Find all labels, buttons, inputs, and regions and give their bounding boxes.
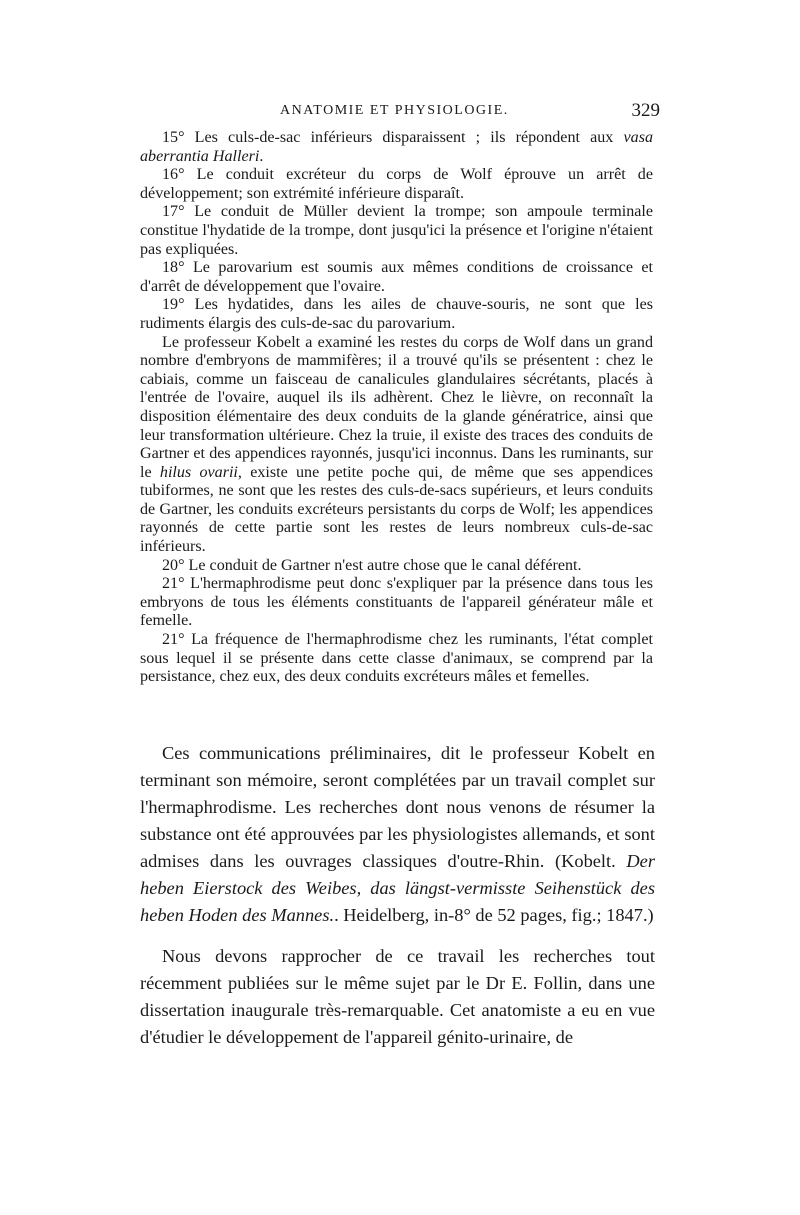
page-number: 329 (631, 100, 660, 121)
paragraph-text: Le professeur Kobelt a examiné les restes du corps de Wolf dans un grand nombre d'embryons de mammifères; il a trouvé qu'ils se présentent : chez le cabiais, comme un faisceau de canalicules glandulaires sécrétants, placés à l'entrée de l'ovaire, auquel ils ils adhèrent. Chez le lièvre, on reconnaît la disposition élémentaire des deux conduits de la glande génératrice, ainsi que leur transformation ultérieure. Chez la truie, il existe des traces des conduits de Gartner et des appendices rayonnés, jusqu'ici inconnus. Dans les ruminants, sur le (140, 333, 653, 481)
running-title: ANATOMIE ET PHYSIOLOGIE. (280, 103, 509, 118)
point-text: Le conduit de Gartner n'est autre chose que le canal déférent. (184, 556, 582, 574)
point-number: 18° (162, 259, 185, 277)
point-text: Le parovarium est soumis aux mêmes conditions de croissance et d'arrêt de développement que l'ovaire. (140, 259, 653, 295)
point-21 (140, 575, 653, 631)
point-text-end: . (259, 147, 264, 165)
point-number: 17° (162, 203, 185, 221)
paragraph-text-end: . Heidelberg, in-8° de 52 pages, fig.; 1847.) (334, 905, 654, 925)
point-text: Les culs-de-sac inférieurs disparaissent ; ils répondent aux (184, 129, 624, 146)
communications-paragraph (140, 740, 655, 929)
point-16 (140, 166, 653, 203)
point-number: 20° (162, 556, 185, 574)
paragraph-italic: hilus ovarii (159, 463, 238, 481)
paragraph-text: Ces communications préliminaires, dit le professeur Kobelt en terminant son mémoire, seront complétées par un travail complet sur l'hermaphrodisme. Les recherches dont nous venons de résumer la substance ont été approuvées par les physiologistes allemands, et sont admises dans les ouvrages classiques d'outre-Rhin. (Kobelt. (140, 743, 655, 871)
summary-points (140, 129, 653, 687)
point-text: Le conduit excréteur du corps de Wolf éprouve un arrêt de développement; son extrémité inférieure disparaît. (140, 166, 653, 202)
point-number: 15° (162, 129, 185, 146)
point-number: 19° (162, 296, 185, 314)
point-15 (140, 129, 653, 166)
point-number: 21° (162, 631, 185, 649)
running-head (140, 100, 660, 124)
point-text: La fréquence de l'hermaphrodisme chez les ruminants, l'état complet sous lequel il se présente dans cette classe d'animaux, se comprend par la persistance, chez eux, des deux conduits excréteurs mâles et femelles. (140, 631, 653, 686)
paragraph-text: Nous devons rapprocher de ce travail les recherches tout récemment publiées sur le même sujet par le Dr E. Follin, dans une dissertation inaugurale très-remarquable. Cet anatomiste a eu en vue d'étudier le développement de l'appareil génito-urinaire, de (140, 946, 655, 1047)
main-text (140, 740, 655, 1065)
point-number: 21° (162, 575, 185, 593)
point-number: 16° (162, 166, 185, 184)
point-italic: vasa aberrantia Halleri (140, 129, 653, 165)
point-text: Le conduit de Müller devient la trompe; son ampoule terminale constitue l'hydatide de la trompe, dont jusqu'ici la présence et l'origine n'étaient pas expliquées. (140, 203, 653, 258)
kobelt-paragraph (140, 334, 653, 557)
follin-paragraph (140, 943, 655, 1051)
point-18 (140, 259, 653, 296)
citation-title: Der heben Eierstock des Weibes, das längst-vermisste Seihenstück des heben Hoden des Mannes. (140, 851, 655, 925)
point-17 (140, 203, 653, 259)
point-20 (140, 557, 653, 576)
point-21-bis (140, 631, 653, 687)
point-text: Les hydatides, dans les ailes de chauve-souris, ne sont que les rudiments élargis des culs-de-sac du parovarium. (140, 296, 653, 332)
point-19 (140, 296, 653, 333)
point-text: L'hermaphrodisme peut donc s'expliquer par la présence dans tous les embryons de tous les éléments constituants de l'appareil générateur mâle et femelle. (140, 575, 653, 630)
paragraph-text-end: , existe une petite poche qui, de même que ses appendices tubiformes, ne sont que les restes des culs-de-sacs supérieurs, et leurs conduits de Gartner, les conduits excréteurs persistants du corps de Wolf; les appendices rayonnés de cette partie sont les restes de leurs nombreux culs-de-sac inférieurs. (140, 463, 653, 556)
